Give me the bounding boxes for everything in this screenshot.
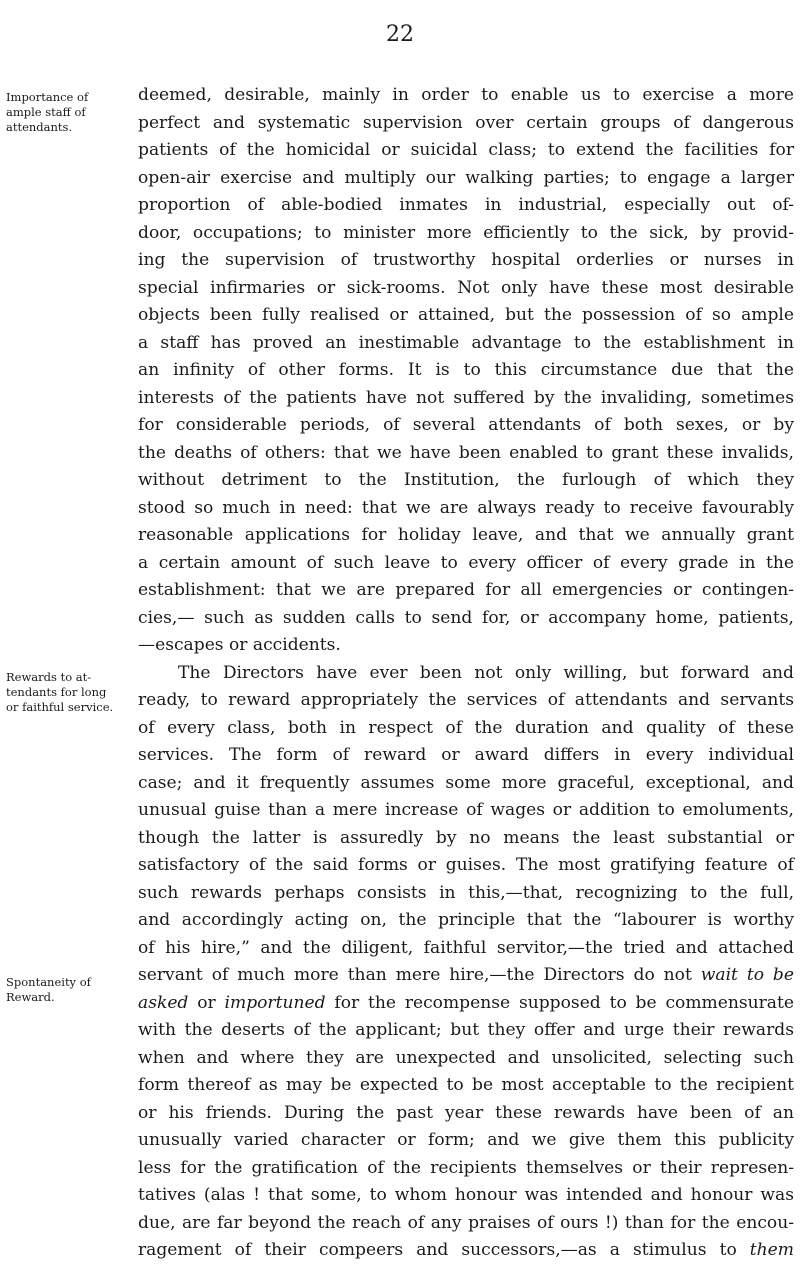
margin-note-line: or faithful service.: [6, 700, 114, 714]
text-run: for the recompense supposed to be commensurate: [325, 992, 794, 1013]
text-line: with the deserts of the applicant; but they offer and urge their rewards: [138, 1020, 794, 1040]
text-line: The Directors have ever been not only willing, but forward and: [178, 662, 794, 683]
text-line: or his friends. During the past year these rewards have been of an: [138, 1102, 794, 1123]
text-line: deemed, desirable, mainly in order to enable us to exercise a more: [138, 85, 794, 105]
text-line: form thereof as may be expected to be most acceptable to the recipient: [138, 1075, 794, 1095]
text-line: for considerable periods, of several attendants of both sexes, or by: [138, 415, 794, 435]
margin-note-line: Rewards to at-: [6, 670, 92, 684]
text-line: special infirmaries or sick-rooms. Not only have these most desirable: [138, 277, 794, 298]
italic-text: wait to be: [700, 965, 794, 985]
paragraph-continued: [138, 82, 794, 660]
margin-note-rewards: [6, 670, 134, 715]
text-run: or: [188, 992, 225, 1013]
text-line: a staff has proved an inestimable advantage to the establishment in: [138, 332, 794, 353]
text-line: reasonable applications for holiday leave, and that we annually grant: [138, 525, 794, 545]
margin-note-spontaneity: [6, 975, 134, 1005]
text-line: [138, 1237, 794, 1265]
text-run: ragement of their compeers and successors,—as a stimulus to: [138, 1240, 750, 1260]
text-line: open-air exercise and multiply our walking parties; to engage a larger: [138, 167, 794, 188]
margin-note-line: attendants.: [6, 120, 73, 134]
margin-note-importance: [6, 90, 134, 135]
text-line: due, are far beyond the reach of any praises of ours !) than for the encou-: [138, 1212, 794, 1233]
text-line: objects been fully realised or attained, but the possession of so ample: [138, 305, 794, 325]
text-line: cies,— such as sudden calls to send for, or accompany home, patients,: [138, 607, 794, 628]
margin-note-line: ample staff of: [6, 105, 86, 119]
body-text: [138, 82, 794, 1265]
text-line: case; and it frequently assumes some more graceful, exceptional, and: [138, 772, 794, 793]
text-line: unusually varied character or form; and we give them this publicity: [138, 1130, 794, 1150]
text-line: unusual guise than a mere increase of wages or addition to emoluments,: [138, 800, 794, 820]
text-line: [138, 962, 794, 990]
margin-note-line: tendants for long: [6, 685, 107, 699]
text-run: servant of much more than mere hire,—the Directors do not: [138, 965, 701, 985]
text-line: the deaths of others: that we have been enabled to grant these invalids,: [138, 442, 794, 463]
text-line: of his hire,” and the diligent, faithful servitor,—the tried and attached: [138, 937, 794, 958]
text-line: door, occupations; to minister more efficiently to the sick, by provid-: [138, 222, 794, 243]
text-line: —escapes or accidents.: [138, 635, 341, 655]
text-line: ing the supervision of trustworthy hospital orderlies or nurses in: [138, 250, 794, 270]
text-line: [138, 990, 794, 1018]
text-line: without detriment to the Institution, the furlough of which they: [138, 470, 794, 490]
text-line: proportion of able-bodied inmates in industrial, especially out of-: [138, 195, 794, 215]
italic-text: them: [749, 1240, 794, 1260]
text-line: patients of the homicidal or suicidal class; to extend the facilities for: [138, 140, 794, 160]
text-line: a certain amount of such leave to every officer of every grade in the: [138, 552, 794, 573]
margin-note-line: Reward.: [6, 990, 55, 1004]
text-line: of every class, both in respect of the duration and quality of these: [138, 717, 794, 738]
text-line: perfect and systematic supervision over certain groups of dangerous: [138, 112, 794, 133]
text-line: such rewards perhaps consists in this,—that, recognizing to the full,: [138, 882, 794, 903]
text-line: tatives (alas ! that some, to whom honour was intended and honour was: [138, 1185, 794, 1205]
margin-note-line: Importance of: [6, 90, 89, 104]
italic-text: asked: [138, 992, 189, 1013]
text-line: services. The form of reward or award differs in every individual: [138, 745, 794, 765]
text-line: when and where they are unexpected and unsolicited, selecting such: [138, 1047, 794, 1068]
text-line: an infinity of other forms. It is to this circumstance due that the: [138, 360, 794, 380]
text-line: interests of the patients have not suffered by the invaliding, sometimes: [138, 387, 794, 408]
margin-note-line: Spontaneity of: [6, 975, 91, 989]
text-line: less for the gratification of the recipients themselves or their represen-: [138, 1157, 794, 1178]
text-line: satisfactory of the said forms or guises. The most gratifying feature of: [138, 855, 794, 875]
text-line: and accordingly acting on, the principle that the “labourer is worthy: [138, 910, 794, 930]
italic-text: importuned: [224, 992, 326, 1013]
page-number: 22: [386, 22, 414, 47]
text-line: stood so much in need: that we are always ready to receive favourably: [138, 497, 794, 518]
text-line: ready, to reward appropriately the services of attendants and servants: [138, 690, 794, 710]
text-line: though the latter is assuredly by no means the least substantial or: [138, 827, 794, 848]
paragraph-rewards: [138, 660, 794, 1265]
text-line: establishment: that we are prepared for all emergencies or contingen-: [138, 580, 794, 600]
